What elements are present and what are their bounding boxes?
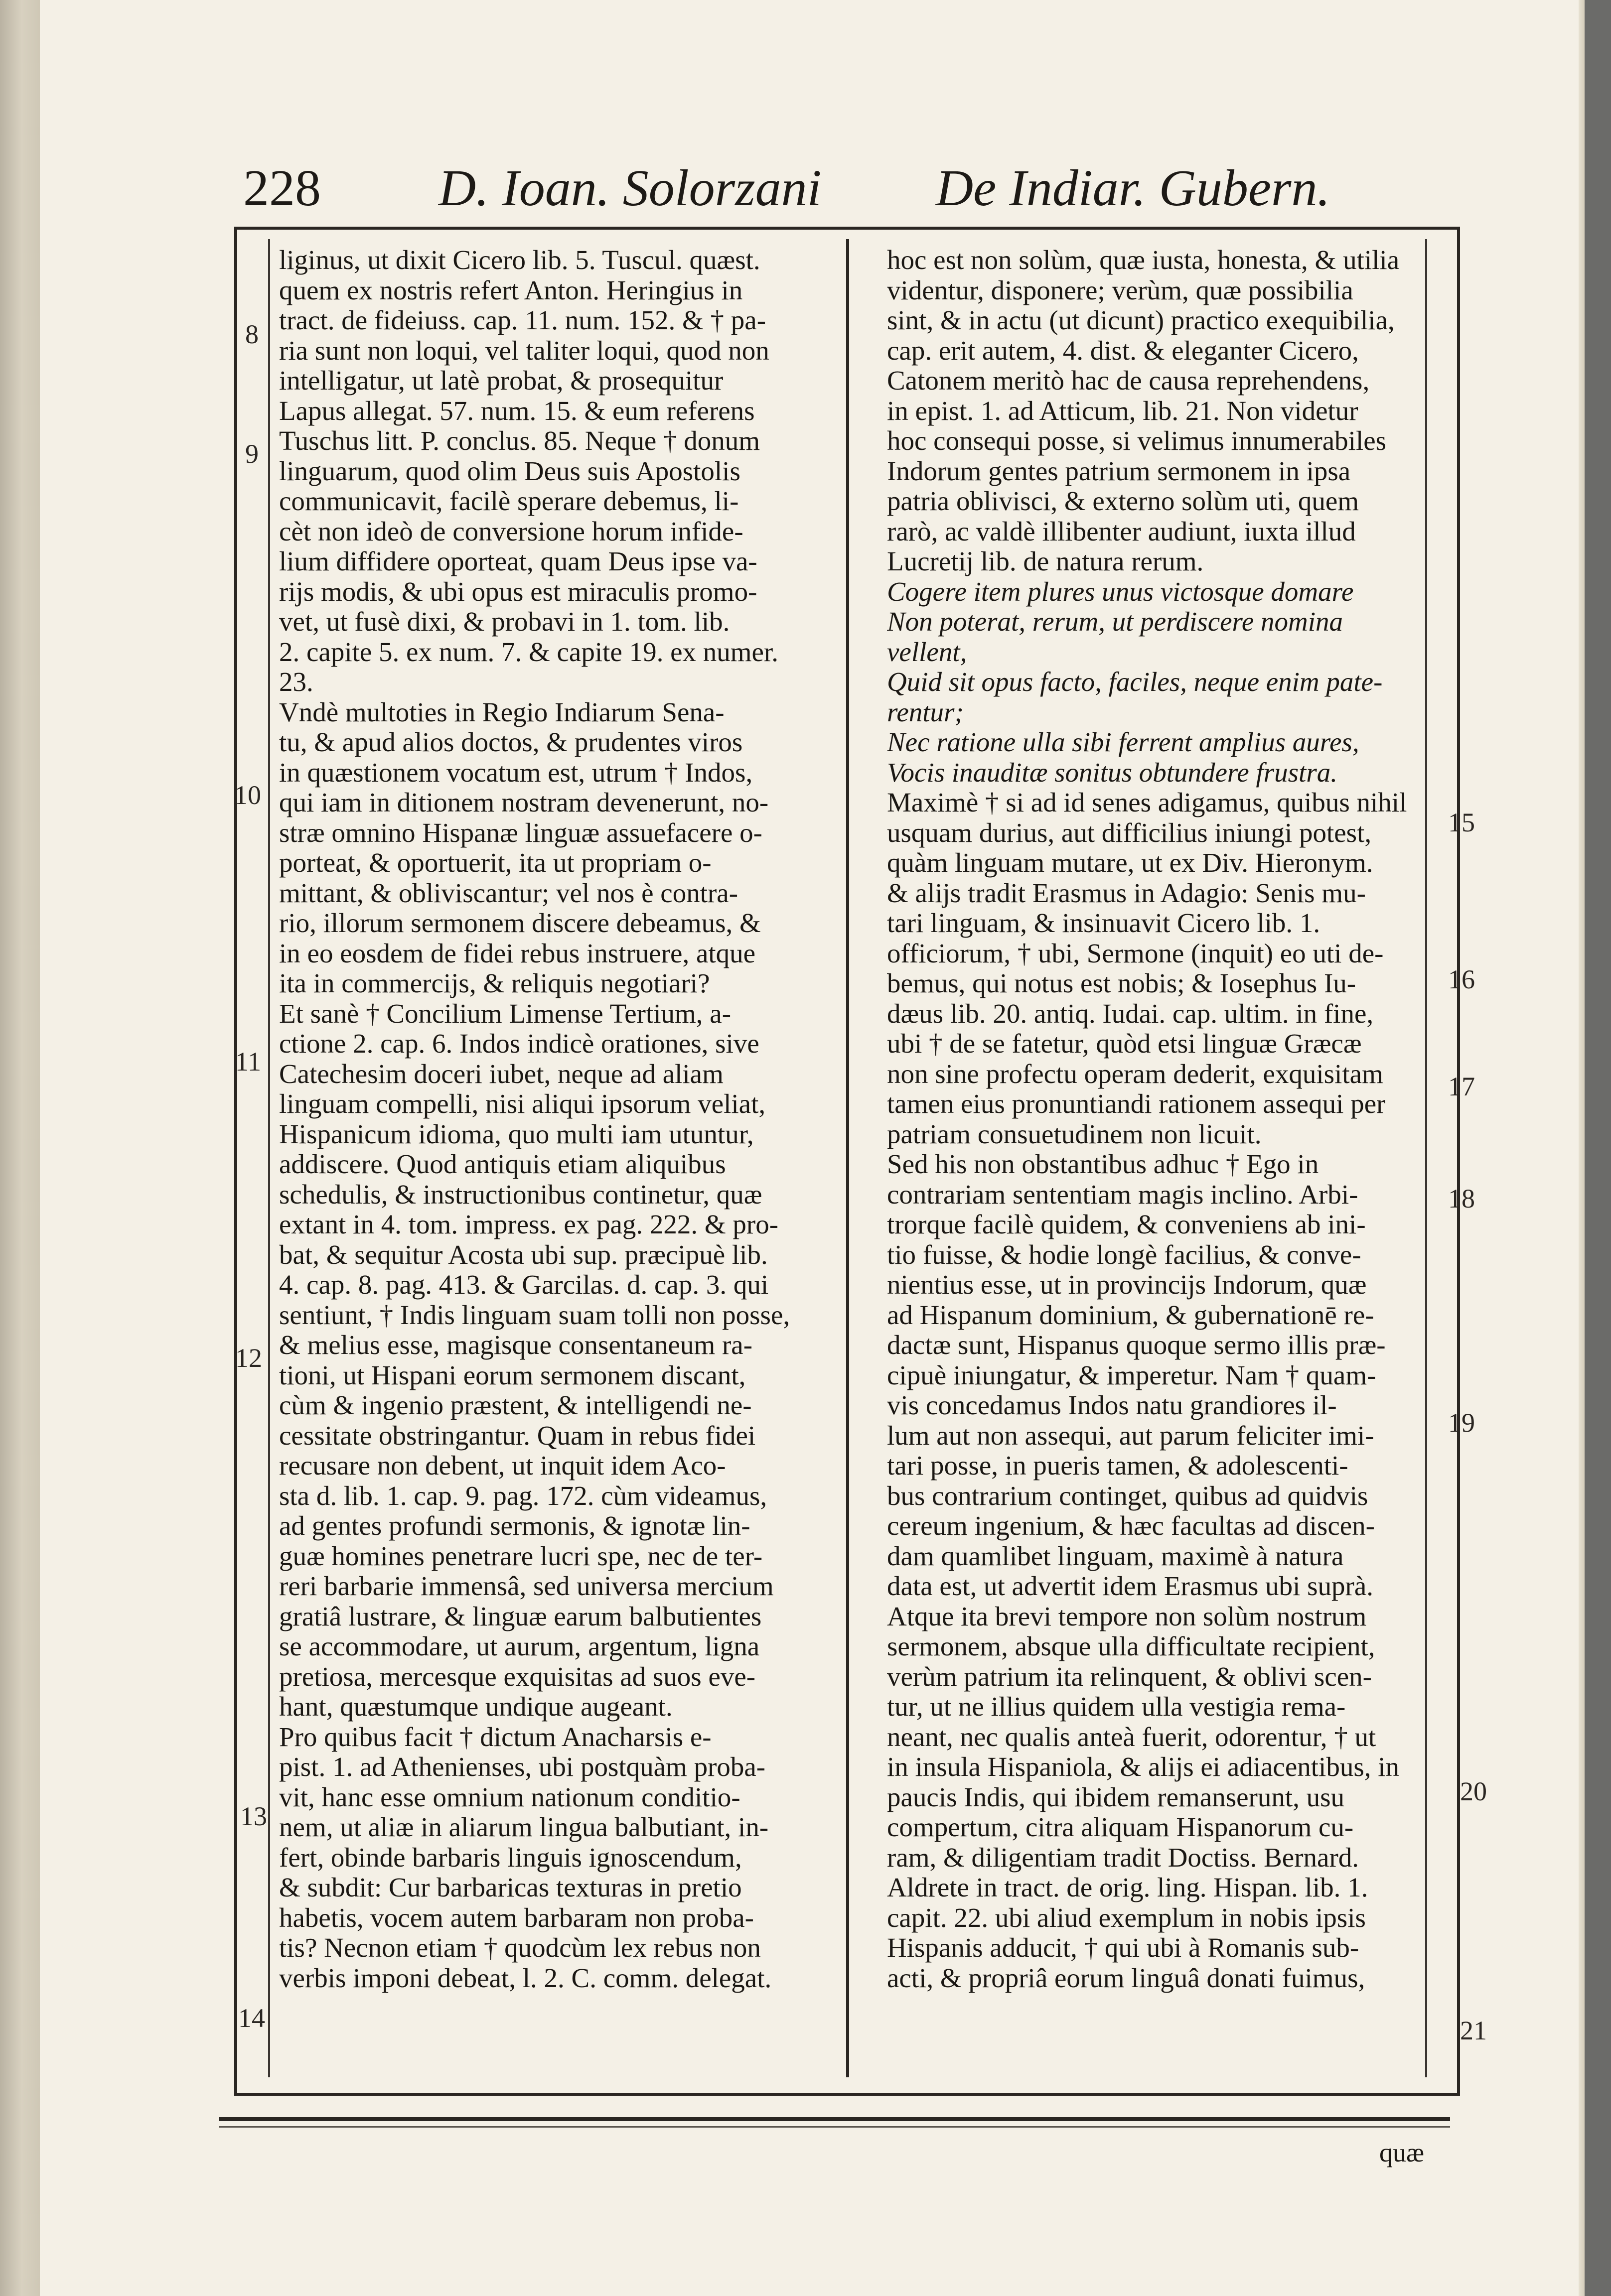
text-line: ctione 2. cap. 6. Indos indicè orationes, sive <box>279 1029 759 1059</box>
margin-number: 16 <box>1448 964 1475 994</box>
text-line: Indorum gentes patrium sermonem in ipsa <box>887 456 1351 486</box>
text-line: ubi † de se fatetur, quòd etsi linguæ Græcæ <box>887 1029 1362 1059</box>
text-line: trorque facilè quidem, & conveniens ab ini- <box>887 1210 1366 1239</box>
text-line: linguam compelli, nisi aliqui ipsorum veliat, <box>279 1089 766 1119</box>
text-line: contrariam sententiam magis inclino. Arbi- <box>887 1179 1358 1210</box>
text-line: Lapus allegat. 57. num. 15. & eum referens <box>279 396 755 426</box>
margin-number: 20 <box>1460 1776 1487 1806</box>
text-line: extant in 4. tom. impress. ex pag. 222. & pro- <box>279 1210 779 1239</box>
text-line: cùm & ingenio præstent, & intelligendi ne- <box>279 1390 752 1420</box>
text-line: tio fuisse, & hodie longè facilius, & conve- <box>887 1239 1361 1270</box>
text-line: dactæ sunt, Hispanus quoque sermo illis præ- <box>887 1330 1386 1360</box>
text-line: tioni, ut Hispani eorum sermonem discant, <box>279 1360 746 1390</box>
margin-number: 12 <box>235 1343 262 1373</box>
text-line: patria oblivisci, & externo solùm uti, quem <box>887 486 1359 516</box>
text-line: rijs modis, & ubi opus est miraculis promo- <box>279 576 757 607</box>
text-line: sint, & in actu (ut dicunt) practico exequibilia, <box>887 305 1395 335</box>
margin-number: 17 <box>1448 1072 1475 1101</box>
text-line: vit, hanc esse omnium nationum conditio- <box>279 1782 740 1812</box>
text-line: ram, & diligentiam tradit Doctiss. Bernard. <box>887 1842 1359 1873</box>
bottom-rule-thin <box>219 2126 1450 2128</box>
text-line: Sed his non obstantibus adhuc † Ego in <box>887 1149 1319 1179</box>
text-line: Maximè † si ad id senes adigamus, quibus nihil <box>887 788 1407 817</box>
text-line: tari linguam, & insinuavit Cicero lib. 1. <box>887 908 1320 938</box>
text-line: Et sanè † Concilium Limense Tertium, a- <box>279 998 732 1029</box>
text-line: bemus, qui notus est nobis; & Iosephus Iu- <box>887 968 1356 998</box>
text-line: pretiosa, mercesque exquisitas ad suos eve- <box>279 1661 756 1692</box>
text-line: nem, ut aliæ in aliarum lingua balbutiant, in- <box>279 1812 769 1842</box>
text-line: Quid sit opus facto, faciles, neque enim pate- <box>887 667 1383 697</box>
text-line: lium diffidere oporteat, quam Deus ipse va- <box>279 546 757 576</box>
text-line: tari posse, in pueris tamen, & adolescenti- <box>887 1451 1348 1481</box>
text-line: neant, nec qualis anteà fuerit, odorentur, † ut <box>887 1722 1376 1752</box>
page-number: 228 <box>243 159 321 217</box>
text-line: habetis, vocem autem barbaram non proba- <box>279 1902 754 1933</box>
text-line: Hispanicum idioma, quo multi iam utuntur, <box>279 1119 754 1149</box>
text-line: dam quamlibet linguam, maximè à natura <box>887 1541 1344 1571</box>
margin-number: 10 <box>234 780 261 810</box>
margin-number: 21 <box>1460 2016 1487 2045</box>
text-line: linguarum, quod olim Deus suis Apostolis <box>279 456 740 486</box>
margin-number: 11 <box>235 1047 261 1077</box>
text-line: sentiunt, † Indis linguam suam tolli non posse, <box>279 1300 790 1330</box>
book-gutter <box>0 0 40 2296</box>
text-line: vellent, <box>887 637 967 667</box>
text-line: cereum ingenium, & hæc facultas ad discen- <box>887 1511 1375 1541</box>
text-line: bus contrarium continget, quibus ad quidvis <box>887 1481 1368 1511</box>
text-line: Catechesim doceri iubet, neque ad aliam <box>279 1059 724 1089</box>
text-line: paucis Indis, qui ibidem remanserunt, usu <box>887 1782 1345 1812</box>
text-line: Pro quibus facit † dictum Anacharsis e- <box>279 1722 712 1752</box>
text-line: fert, obinde barbaris linguis ignoscendum, <box>279 1842 742 1873</box>
text-line: rarò, ac valdè illibenter audiunt, iuxta illud <box>887 516 1356 546</box>
text-line: dæus lib. 20. antiq. Iudai. cap. ultim. in fine, <box>887 998 1374 1029</box>
text-line: tis? Necnon etiam † quodcùm lex rebus non <box>279 1933 761 1963</box>
text-line: acti, & propriâ eorum linguâ donati fuimus, <box>887 1963 1365 1993</box>
text-line: bat, & sequitur Acosta ubi sup. præcipuè lib. <box>279 1239 768 1270</box>
text-line: rentur; <box>887 697 964 727</box>
text-line: quàm linguam mutare, ut ex Div. Hieronym. <box>887 848 1373 878</box>
text-line: Non poterat, rerum, ut perdiscere nomina <box>887 607 1343 637</box>
text-line: Tuschus litt. P. conclus. 85. Neque † donum <box>279 426 760 456</box>
bottom-rule <box>219 2117 1450 2121</box>
text-line: recusare non debent, ut inquit idem Aco- <box>279 1451 726 1481</box>
text-line: reri barbarie immensâ, sed universa mercium <box>279 1571 774 1601</box>
text-line: officiorum, † ubi, Sermone (inquit) eo uti de- <box>887 938 1384 968</box>
text-line: verbis imponi debeat, l. 2. C. comm. delegat. <box>279 1963 772 1993</box>
text-line: patriam consuetudinem non licuit. <box>887 1119 1262 1149</box>
text-line: Nec ratione ulla sibi ferrent amplius aures, <box>887 727 1359 757</box>
text-line: hant, quæstumque undique augeant. <box>279 1692 673 1722</box>
text-line: ria sunt non loqui, vel taliter loqui, quod non <box>279 335 769 366</box>
text-line: non sine profectu operam dederit, exquisitam <box>887 1059 1383 1089</box>
text-line: gratiâ lustrare, & linguæ earum balbutientes <box>279 1601 762 1631</box>
text-line: ita in commercijs, & reliquis negotiari? <box>279 968 710 998</box>
text-line: Cogere item plures unus victosque domare <box>887 576 1354 607</box>
text-line: in quæstionem vocatum est, utrum † Indos, <box>279 757 753 788</box>
text-line: tract. de fideiuss. cap. 11. num. 152. & † pa- <box>279 305 766 335</box>
text-line: stræ omnino Hispanæ linguæ assuefacere o- <box>279 817 762 848</box>
text-line: tamen eius pronuntiandi rationem assequi per <box>887 1089 1386 1119</box>
text-line: ad Hispanum dominium, & gubernationē re- <box>887 1300 1374 1330</box>
text-line: in eo eosdem de fidei rebus instruere, atque <box>279 938 756 968</box>
text-line: Vndè multoties in Regio Indiarum Sena- <box>279 697 725 727</box>
text-line: nientius esse, ut in provincijs Indorum, quæ <box>887 1270 1367 1300</box>
text-line: in epist. 1. ad Atticum, lib. 21. Non videtur <box>887 396 1358 426</box>
text-line: tur, ut ne illius quidem ulla vestigia rema- <box>887 1692 1346 1722</box>
text-line: Aldrete in tract. de orig. ling. Hispan. lib. 1. <box>887 1873 1368 1902</box>
text-line: schedulis, & instructionibus continetur, quæ <box>279 1179 762 1210</box>
text-line: cipuè iniungatur, & imperetur. Nam † quam- <box>887 1360 1376 1390</box>
text-line: vet, ut fusè dixi, & probavi in 1. tom. lib. <box>279 607 730 637</box>
margin-number: 19 <box>1448 1408 1475 1438</box>
text-line: quem ex nostris refert Anton. Heringius in <box>279 275 743 305</box>
text-line: & melius esse, magisque consentaneum ra- <box>279 1330 753 1360</box>
margin-number: 18 <box>1448 1184 1475 1214</box>
text-line: sta d. lib. 1. cap. 9. pag. 172. cùm videamus, <box>279 1481 767 1511</box>
text-line: hoc est non solùm, quæ iusta, honesta, & utilia <box>887 245 1400 275</box>
text-line: rio, illorum sermonem discere debeamus, & <box>279 908 761 938</box>
margin-number: 8 <box>245 319 259 349</box>
text-line: se accommodare, ut aurum, argentum, ligna <box>279 1631 760 1661</box>
text-line: liginus, ut dixit Cicero lib. 5. Tuscul. quæst. <box>279 245 760 275</box>
catchword: quæ <box>1379 2138 1425 2167</box>
text-line: lum aut non assequi, aut parum feliciter imi- <box>887 1420 1374 1451</box>
text-line: porteat, & oportuerit, ita ut propriam o- <box>279 848 712 878</box>
text-line: cessitate obstringantur. Quam in rebus fidei <box>279 1420 756 1451</box>
text-line: Catonem meritò hac de causa reprehendens, <box>887 366 1370 396</box>
running-head-author: D. Ioan. Solorzani <box>439 159 822 217</box>
text-line: mittant, & obliviscantur; vel nos è contra- <box>279 878 738 908</box>
text-line: Vocis inauditæ sonitus obtundere frustra. <box>887 757 1337 788</box>
text-line: tu, & apud alios doctos, & prudentes viros <box>279 727 743 757</box>
text-line: Lucretij lib. de natura rerum. <box>887 546 1204 576</box>
text-line: usquam durius, aut difficilius iniungi potest, <box>887 817 1372 848</box>
margin-number: 13 <box>240 1801 267 1831</box>
text-line: capit. 22. ubi aliud exemplum in nobis ipsis <box>887 1902 1366 1933</box>
text-line: 23. <box>279 667 313 697</box>
text-line: videntur, disponere; verùm, quæ possibilia <box>887 275 1353 305</box>
text-line: data est, ut advertit idem Erasmus ubi suprà. <box>887 1571 1374 1601</box>
margin-number: 9 <box>245 439 259 469</box>
right-text-column <box>887 245 1415 1993</box>
text-line: sermonem, absque ulla difficultate recipient, <box>887 1631 1375 1661</box>
text-line: hoc consequi posse, si velimus innumerabiles <box>887 426 1387 456</box>
text-line: compertum, citra aliquam Hispanorum cu- <box>887 1812 1354 1842</box>
text-line: communicavit, facilè sperare debemus, li- <box>279 486 739 516</box>
text-line: cap. erit autem, 4. dist. & eleganter Cicero, <box>887 335 1359 366</box>
text-line: 2. capite 5. ex num. 7. & capite 19. ex numer. <box>279 637 778 667</box>
text-line: pist. 1. ad Athenienses, ubi postquàm proba- <box>279 1752 766 1782</box>
text-line: Atque ita brevi tempore non solùm nostrum <box>887 1601 1367 1631</box>
running-head-subject: De Indiar. Gubern. <box>936 159 1330 217</box>
text-line: verùm patrium ita relinquent, & oblivi scen- <box>887 1661 1372 1692</box>
text-line: cèt non ideò de conversione horum infide- <box>279 516 743 546</box>
text-line: & alijs tradit Erasmus in Adagio: Senis mu- <box>887 878 1366 908</box>
margin-number: 15 <box>1448 808 1475 837</box>
text-line: guæ homines penetrare lucri spe, nec de ter- <box>279 1541 763 1571</box>
page-edge <box>1579 0 1585 2296</box>
text-line: ad gentes profundi sermonis, & ignotæ lin- <box>279 1511 750 1541</box>
text-line: addiscere. Quod antiquis etiam aliquibus <box>279 1149 726 1179</box>
text-line: 4. cap. 8. pag. 413. & Garcilas. d. cap. 3. qui <box>279 1270 769 1300</box>
text-line: in insula Hispaniola, & alijs ei adiacentibus, in <box>887 1752 1400 1782</box>
column-divider <box>846 239 849 2077</box>
text-line: vis concedamus Indos natu grandiores il- <box>887 1390 1337 1420</box>
left-text-column <box>279 245 837 1993</box>
margin-number: 14 <box>238 2003 265 2033</box>
text-line: qui iam in ditionem nostram devenerunt, no- <box>279 788 769 817</box>
text-line: intelligatur, ut latè probat, & prosequitur <box>279 366 724 396</box>
text-line: Hispanis adducit, † qui ubi à Romanis sub- <box>887 1933 1359 1963</box>
text-line: & subdit: Cur barbaricas texturas in pretio <box>279 1873 742 1902</box>
